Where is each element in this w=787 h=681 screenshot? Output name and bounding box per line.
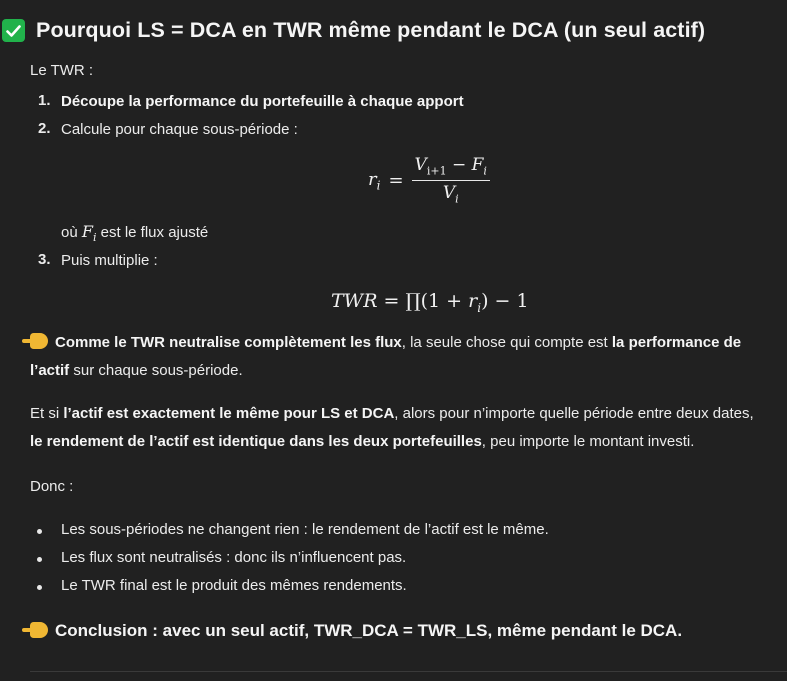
step-text-2: Calcule pour chaque sous-période : [61, 121, 298, 138]
step-text-3: Puis multiplie : [61, 252, 158, 269]
divider [30, 671, 787, 672]
backhand-index-pointing-right-icon [30, 622, 48, 638]
bullet-dot [37, 529, 42, 534]
check-mark-button-icon [2, 19, 25, 42]
conclusion: Conclusion : avec un seul actif, TWR_DCA = TWR_LS, même pendant le DCA. [30, 621, 682, 641]
formula-twr-product: TWR = ∏(1 + $r_i) - 1$ [331, 290, 529, 315]
flux-note: où $F_i$ est le flux ajusté [61, 222, 209, 245]
bullet-item-1: Les sous-périodes ne changent rien : le rendement de l’actif est le même. [61, 521, 549, 538]
bullet-item-2: Les flux sont neutralisés : donc ils n’influencent pas. [61, 549, 407, 566]
backhand-index-pointing-right-icon [30, 333, 48, 349]
paragraph-2-line-1: Et si l’actif est exactement le même pour LS et DCA, alors pour n’importe quelle période entre deux dates, [30, 405, 754, 422]
bullet-dot [37, 557, 42, 562]
intro-text: Le TWR : [30, 62, 94, 79]
paragraph-1-line-2: l’actif sur chaque sous-période. [30, 362, 243, 379]
donc-label: Donc : [30, 478, 74, 495]
heading-title: Pourquoi LS = DCA en TWR même pendant le DCA (un seul actif) [36, 18, 706, 42]
step-number-2: 2. [38, 120, 51, 137]
bullet-dot [37, 585, 42, 590]
section-heading [2, 18, 705, 43]
bullet-item-3: Le TWR final est le produit des mêmes rendements. [61, 577, 407, 594]
formula-return-subperiod: $r_i$ = $\frac{V_{i+1} - F_i}{V_i}$ [368, 155, 490, 206]
step-text-1: Découpe la performance du portefeuille à chaque apport [61, 93, 464, 110]
paragraph-2-line-2: le rendement de l’actif est identique dans les deux portefeuilles, peu importe le montant investi. [30, 433, 695, 450]
paragraph-1-line-1: Comme le TWR neutralise complètement les flux, la seule chose qui compte est la performance de [30, 333, 741, 353]
step-number-1: 1. [38, 92, 51, 109]
step-number-3: 3. [38, 251, 51, 268]
